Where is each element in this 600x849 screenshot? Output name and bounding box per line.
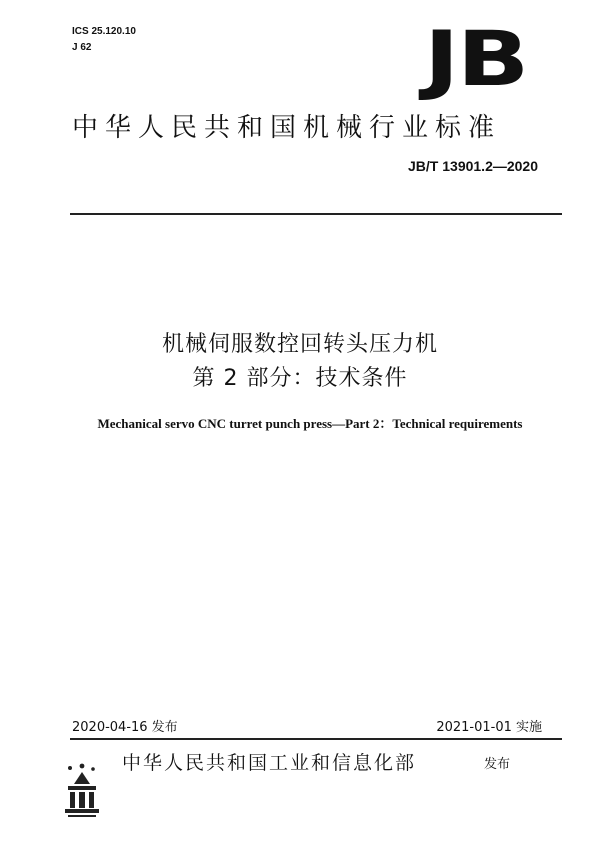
standard-number: JB/T 13901.2—2020 — [408, 158, 538, 174]
chinese-title-line1: 机械伺服数控回转头压力机 — [161, 332, 438, 357]
implement-date: 2021-01-01 实施 — [436, 720, 542, 735]
english-title: Mechanical servo CNC turret punch press—Part 2：Technical requirements — [97, 416, 523, 431]
ics-code: ICS 25.120.10 — [72, 26, 136, 37]
ccs-code: J 62 — [72, 42, 92, 53]
issuer-name: 中华人民共和国工业和信息化部 — [122, 752, 417, 774]
chinese-title-line2: 第 2 部分：技术条件 — [192, 366, 408, 391]
bottom-divider — [70, 738, 562, 740]
jb-logo: JB — [424, 14, 527, 103]
issuer-suffix: 发布 — [484, 757, 511, 772]
ministry-emblem-icon — [60, 762, 104, 818]
publish-date: 2020-04-16 发布 — [72, 720, 178, 735]
top-divider — [70, 213, 562, 215]
standard-category-title: 中华人民共和国机械行业标准 — [72, 113, 502, 143]
